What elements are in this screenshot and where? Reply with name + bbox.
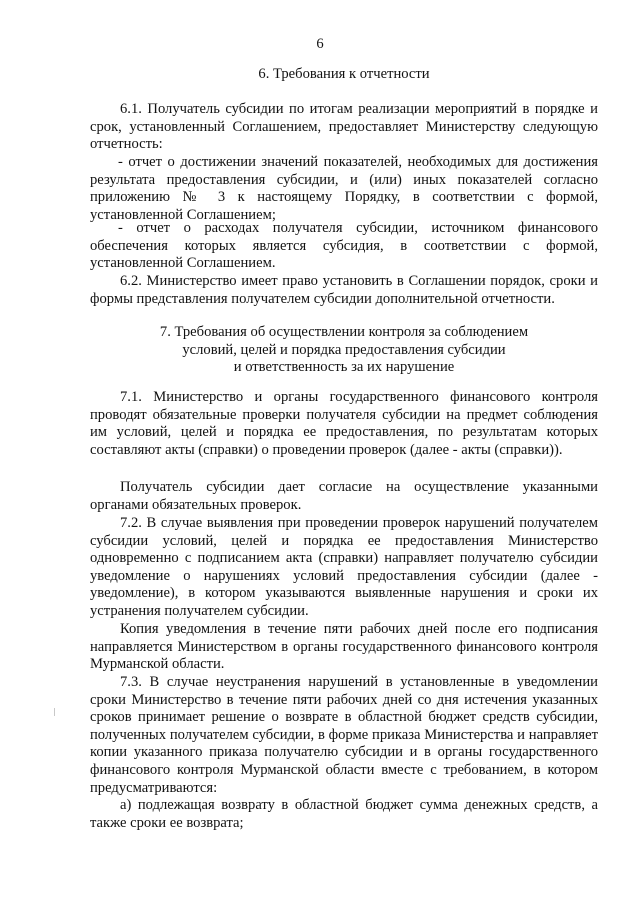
paragraph-6-2: 6.2. Министерство имеет право установить в Соглашении порядок, сроки и формы представления получателем субсидии дополнительной отчетности. — [90, 273, 598, 307]
section-7-title-line-3: и ответственность за их нарушение — [233, 359, 455, 376]
paragraph-7-1: 7.1. Министерство и органы государственного финансового контроля проводят обязательные проверки получателя субсидии на предмет соблюдения им условий, целей и порядка ее предоставления, по результатам которых составляют акты (справки) о проведении проверок (далее - акты (справки)). — [90, 389, 598, 458]
paragraph-7-3: 7.3. В случае неустранения нарушений в установленные в уведомлении сроки Министерство в течение пяти рабочих дней со дня истечения указанных сроков принимает решение о возврате в областной бюджет средств субсидии, полученных получателем субсидии, в форме приказа Министерства и направляет копии указанного приказа получателю субсидии и в органы государственного финансового контроля Мурманской области вместе с требованием, в котором предусматриваются: — [90, 674, 598, 796]
paragraph-7-3-item-a: а) подлежащая возврату в областной бюджет сумма денежных средств, а также сроки ее возврата; — [90, 797, 598, 831]
paragraph-7-2-copy: Копия уведомления в течение пяти рабочих дней после его подписания направляется Министерством в органы государственного финансового контроля Мурманской области. — [90, 621, 598, 673]
page-number: 6 — [316, 36, 324, 52]
paragraph-7-2: 7.2. В случае выявления при проведении проверок нарушений получателем субсидии условий, целей и порядка ее предоставления Министерство одновременно с подписанием акта (справки) направляет получателю субсидии уведомление о нарушениях условий предоставления субсидии (далее - уведомление), в котором указываются выявленные нарушения и сроки их устранения получателем субсидии. — [90, 515, 598, 619]
section-7-title-line-2: условий, целей и порядка предоставления субсидии — [182, 341, 506, 358]
paragraph-6-1: 6.1. Получатель субсидии по итогам реализации мероприятий в порядке и срок, установленный Соглашением, предоставляет Министерству следующую отчетность: — [90, 101, 598, 153]
paragraph-6-1-item-1: - отчет о достижении значений показателей, необходимых для достижения результата предоставления субсидии, и (или) иных показателей согласно приложению № 3 к настоящему Порядку, в соответствии с формой, установленной Соглашением; — [90, 154, 598, 223]
section-7-title-line-1: 7. Требования об осуществлении контроля за соблюдением — [159, 324, 529, 340]
section-6-title: 6. Требования к отчетности — [258, 66, 430, 82]
section-7-title — [90, 324, 598, 377]
paragraph-6-1-item-2: - отчет о расходах получателя субсидии, источником финансового обеспечения которых является субсидия, в соответствии с формой, установленной Соглашением. — [90, 220, 598, 272]
paragraph-7-1-consent: Получатель субсидии дает согласие на осуществление указанными органами обязательных проверок. — [90, 479, 598, 513]
scan-artifact — [54, 708, 55, 716]
